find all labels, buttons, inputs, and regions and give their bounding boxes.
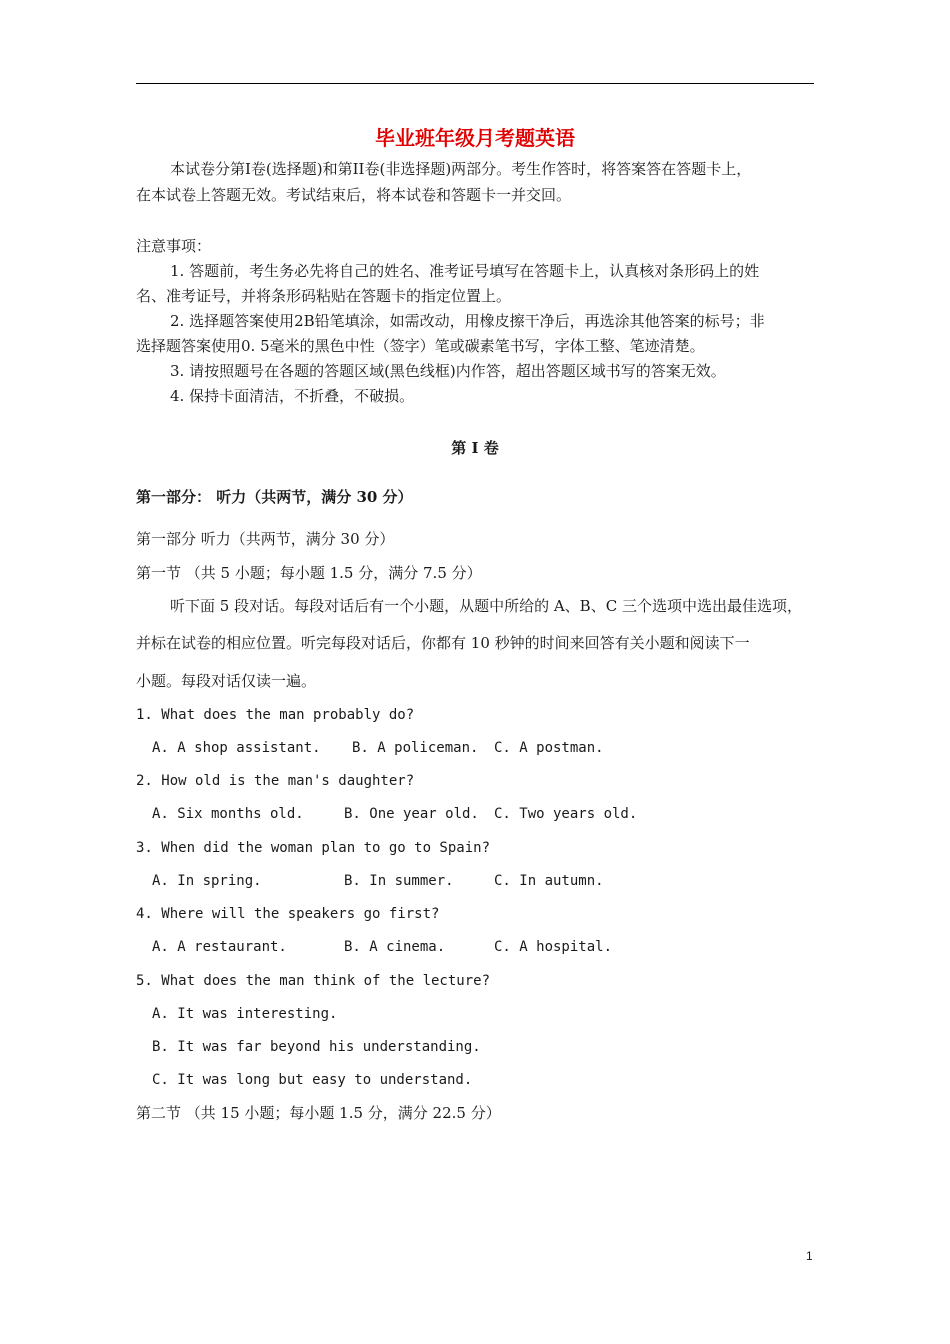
notice-item-1: 1. 答题前，考生务必先将自己的姓名、准考证号填写在答题卡上，认真核对条形码上的姓 xyxy=(170,262,760,280)
question-2: 2. How old is the man's daughter? xyxy=(136,773,415,789)
question-5: 5. What does the man think of the lecture? xyxy=(136,973,491,989)
question-5-option-c: C. It was long but easy to understand. xyxy=(152,1072,473,1088)
page-number: 1 xyxy=(806,1249,813,1263)
instructions-line-1: 听下面 5 段对话。每段对话后有一个小题，从题中所给的 A、B、C 三个选项中选出最佳选项， xyxy=(170,597,802,615)
question-1: 1. What does the man probably do? xyxy=(136,707,415,723)
header-rule xyxy=(136,83,814,84)
option-b: B. A cinema. xyxy=(344,939,446,955)
option-c: C. A hospital. xyxy=(494,939,613,955)
option-a: A. A shop assistant. xyxy=(152,740,321,756)
question-3-options xyxy=(152,872,604,890)
option-c: C. A postman. xyxy=(494,740,604,756)
question-5-option-b: B. It was far beyond his understanding. xyxy=(152,1039,481,1055)
notice-item-2: 2. 选择题答案使用2B铅笔填涂，如需改动，用橡皮擦干净后，再选涂其他答案的标号；非 xyxy=(170,312,765,330)
notice-item-3: 3. 请按照题号在各题的答题区域(黑色线框)内作答，超出答题区域书写的答案无效。 xyxy=(170,362,726,380)
question-4-options xyxy=(152,938,612,956)
instructions-line-3: 小题。每段对话仅读一遍。 xyxy=(136,672,317,690)
question-4: 4. Where will the speakers go first? xyxy=(136,906,440,922)
notice-heading: 注意事项： xyxy=(136,237,212,255)
section1-heading: 第一节 （共 5 小题；每小题 1.5 分，满分 7.5 分） xyxy=(136,564,482,582)
option-a: A. In spring. xyxy=(152,873,262,889)
volume-heading: 第 Ⅰ 卷 xyxy=(451,439,499,457)
option-c: C. In autumn. xyxy=(494,873,604,889)
option-c: C. Two years old. xyxy=(494,806,638,822)
notice-item-4: 4. 保持卡面清洁，不折叠，不破损。 xyxy=(170,387,415,405)
intro-line-1: 本试卷分第Ⅰ卷(选择题)和第II卷(非选择题)两部分。考生作答时，将答案答在答题卡上， xyxy=(170,160,752,178)
option-b: B. One year old. xyxy=(344,806,479,822)
intro-line-2: 在本试卷上答题无效。考试结束后，将本试卷和答题卡一并交回。 xyxy=(136,186,572,204)
option-a: A. A restaurant. xyxy=(152,939,287,955)
question-5-option-a: A. It was interesting. xyxy=(152,1006,338,1022)
question-2-options xyxy=(152,805,637,823)
part1-heading: 第一部分 听力（共两节，满分 30 分） xyxy=(136,530,395,548)
question-1-options xyxy=(152,739,604,757)
notice-item-1-cont: 名、准考证号，并将条形码粘贴在答题卡的指定位置上。 xyxy=(136,287,512,305)
option-a: A. Six months old. xyxy=(152,806,304,822)
section2-heading: 第二节 （共 15 小题；每小题 1.5 分，满分 22.5 分） xyxy=(136,1104,501,1122)
part1-heading-bold: 第一部分： 听力（共两节，满分 30 分） xyxy=(136,488,413,506)
question-3: 3. When did the woman plan to go to Spain? xyxy=(136,840,491,856)
document-title: 毕业班年级月考题英语 xyxy=(375,126,575,150)
option-b: B. A policeman. xyxy=(352,740,479,756)
instructions-line-2: 并标在试卷的相应位置。听完每段对话后，你都有 10 秒钟的时间来回答有关小题和阅读下一 xyxy=(136,634,750,652)
notice-item-2-cont: 选择题答案使用0. 5毫米的黑色中性（签字）笔或碳素笔书写，字体工整、笔迹清楚。 xyxy=(136,337,705,355)
option-b: B. In summer. xyxy=(344,873,454,889)
